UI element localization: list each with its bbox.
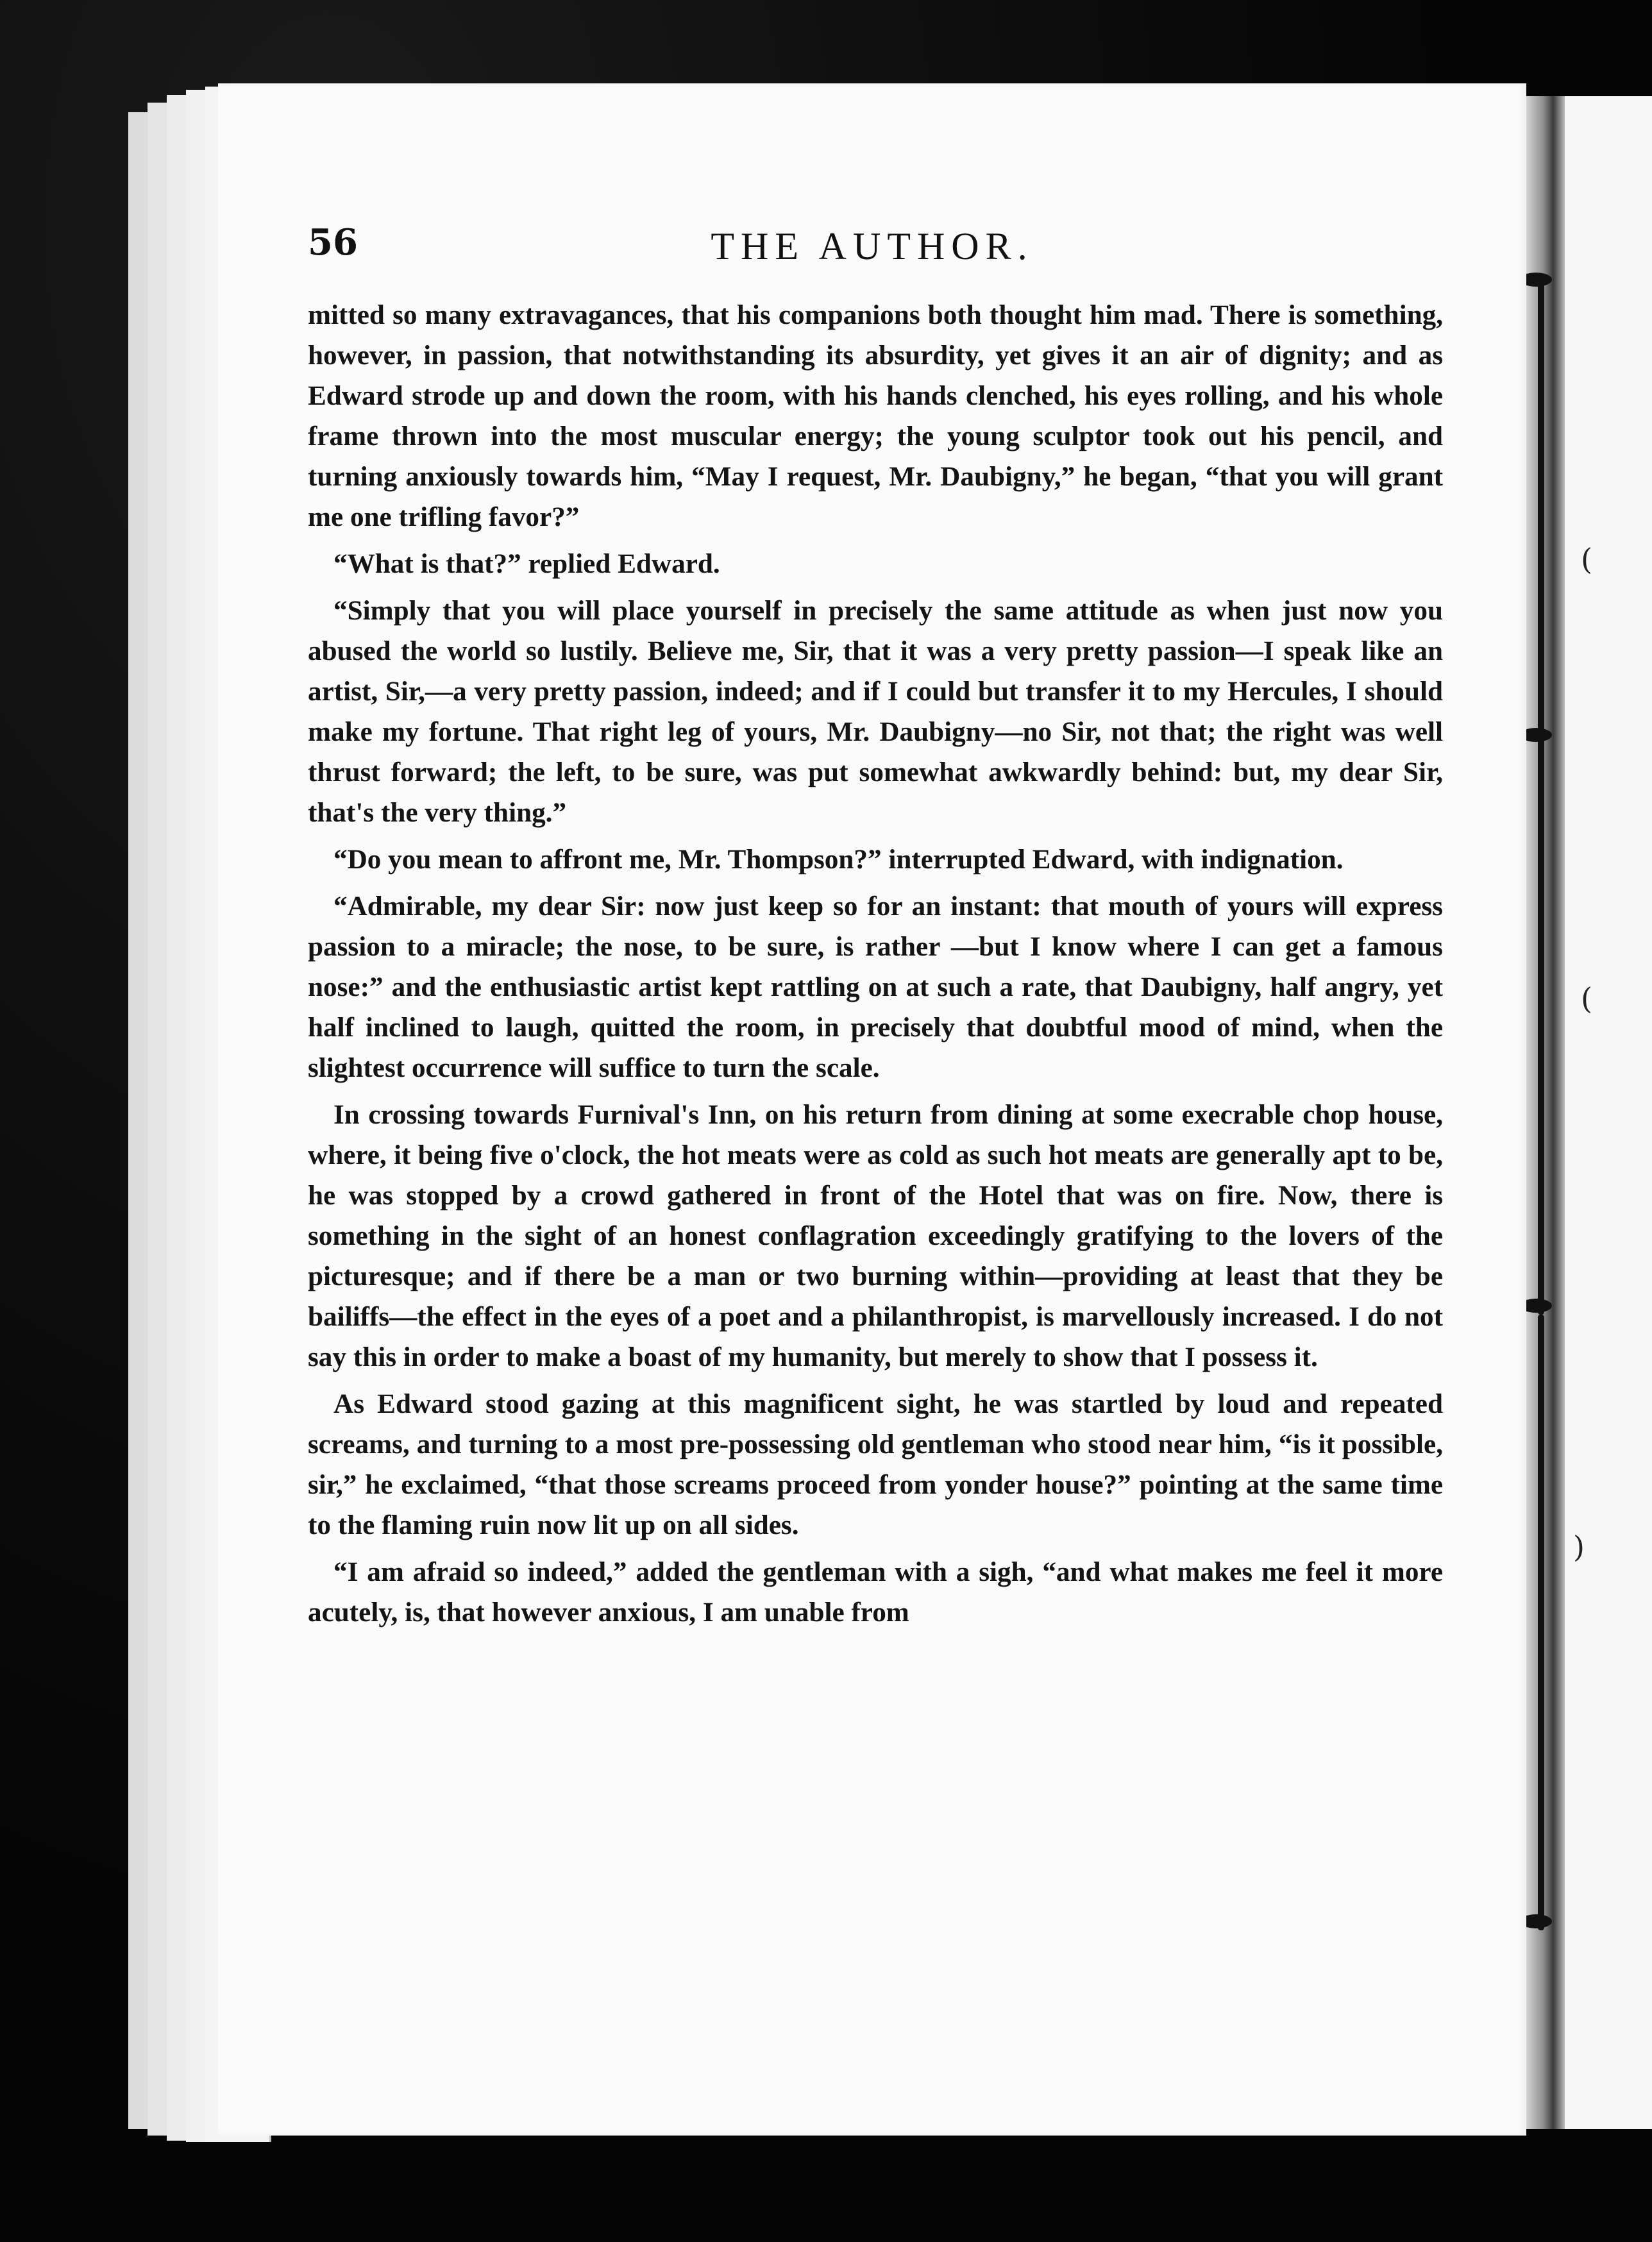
page-body (308, 295, 1443, 1639)
bleed-mark: ( (1581, 542, 1592, 577)
paragraph: “I am afraid so indeed,” added the gentleman with a sigh, “and what makes me feel it more acutely, is, that however anxious, I am unable from (308, 1557, 1443, 1628)
binding-gutter (1526, 96, 1565, 2129)
paragraph: In crossing towards Furnival's Inn, on his return from dining at some execrable chop house, where, it being five o'clock, the hot meats were as cold as such hot meats are generally apt to be, he was stopped by a crowd gathered in front of the Hotel that was on fire. Now, there is something in the sight of an honest conflagration exceedingly gratifying to the lovers of the picturesque; and if there be a man or two burning within—providing at least that they be bailiffs—the effect in the eyes of a poet and a philanthropist, is marvellously increased. I do not say this in order to make a boast of my humanity, but merely to show that I possess it. (308, 1100, 1443, 1372)
paragraph: “Simply that you will place yourself in precisely the same attitude as when just now you abused the world so lustily. Believe me, Sir, that it was a very pretty passion—I speak like an artist, Sir,—a very pretty passion, indeed; and if I could but transfer it to my Hercules, I should make my fortune. That right leg of yours, Mr. Daubigny—no Sir, not that; the right was well thrust forward; the left, to be sure, was put somewhat awkwardly behind: but, my dear Sir, that's the very thing.” (308, 596, 1443, 828)
paragraph: As Edward stood gazing at this magnificent sight, he was startled by loud and repeated screams, and turning to a most pre-possessing old gentleman who stood near him, “is it possible, sir,” he exclaimed, “that those screams proceed from yonder house?” pointing at the same time to the flaming ruin now lit up on all sides. (308, 1389, 1443, 1540)
paragraph: “What is that?” replied Edward. (333, 549, 720, 579)
binding-thread (1538, 276, 1544, 738)
paragraph: mitted so many extravagances, that his companions both thought him mad. There is something, however, in passion, that notwithstanding its absurdity, yet gives it an air of dignity; and as Edward strode up and down the room, with his hands clenched, his eyes rolling, and his whole frame thrown into the most muscular energy; the young sculptor took out his pencil, and turning anxiously towards him, “May I request, Mr. Daubigny,” he began, “that you will grant me one trifling favor?” (308, 300, 1443, 532)
paragraph: “Do you mean to affront me, Mr. Thompson?” interrupted Edward, with indignation. (333, 845, 1344, 875)
binding-thread (1538, 1315, 1544, 1930)
bleed-mark: ) (1573, 1530, 1585, 1564)
paragraph: “Admirable, my dear Sir: now just keep so for an instant: that mouth of yours will express passion to a miracle; the nose, to be sure, is rather —but I know where I can get a famous nose:” and the enthusiastic artist kept rattling on at such a rate, that Daubigny, half angry, yet half inclined to laugh, quitted the room, in precisely that doubtful mood of mind, when the slightest occurrence will suffice to turn the scale. (308, 891, 1443, 1083)
facing-page (1565, 96, 1652, 2129)
book-page (218, 83, 1526, 2136)
bleed-mark: ( (1581, 981, 1592, 1016)
page-number: 56 (308, 221, 358, 264)
running-head: THE AUTHOR. (711, 225, 1034, 267)
binding-thread (1538, 738, 1544, 1315)
